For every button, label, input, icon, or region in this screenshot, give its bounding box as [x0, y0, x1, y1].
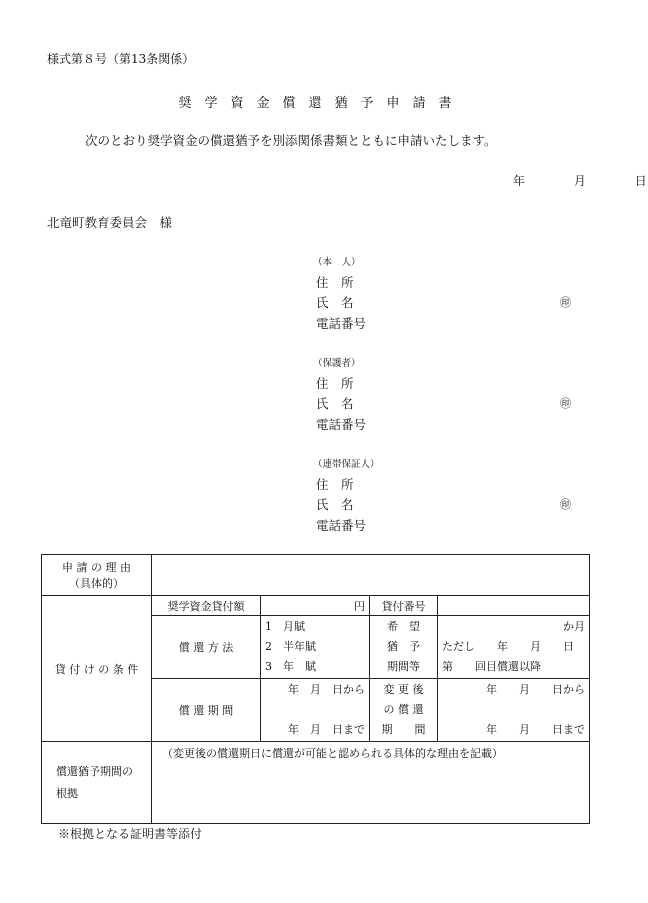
basis-label: 償還猶予期間の — [56, 764, 133, 778]
loan-amount-field[interactable] — [261, 596, 370, 616]
seal-icon: ㊞ — [560, 397, 571, 410]
basis-sublabel: 根拠 — [56, 786, 78, 800]
phone-label: 電話番号 — [316, 417, 367, 432]
desired-label-1: 希 望 — [387, 620, 420, 633]
party-title: （保護者） — [313, 358, 361, 369]
loan-number-field[interactable] — [438, 596, 590, 616]
changed-from: 年 月 日から — [486, 683, 585, 696]
form-number: 様式第８号（第13条関係） — [47, 52, 195, 66]
changed-label-3: 期 間 — [381, 723, 426, 736]
address-label: 住 所 — [316, 275, 354, 290]
changed-to: 年 月 日まで — [486, 723, 585, 736]
document-title: 奨学資金償還猶予申請書 — [178, 96, 465, 111]
name-label: 氏 名 — [316, 396, 354, 411]
repayment-method-label: 償 還 方 法 — [152, 616, 261, 679]
party-title: （本 人） — [313, 257, 361, 268]
changed-period-field[interactable] — [438, 679, 590, 742]
desired-deferral-label — [370, 616, 438, 679]
reason-label-cell — [42, 555, 152, 596]
yen-unit: 円 — [354, 599, 365, 613]
desired-label-2: 猶 予 — [387, 640, 420, 653]
method-option-semiannual: 2 半年賦 — [265, 640, 316, 653]
name-label: 氏 名 — [316, 497, 354, 512]
however-date: ただし 年 月 日 — [442, 640, 574, 653]
period-from: 年 月 日から — [288, 683, 365, 696]
desired-label-3: 期間等 — [387, 660, 420, 673]
basis-field[interactable] — [152, 742, 590, 824]
footnote: ※根拠となる証明書等添付 — [58, 827, 203, 841]
date-year: 年 — [512, 174, 526, 188]
desired-deferral-field[interactable] — [438, 616, 590, 679]
reason-field[interactable] — [152, 555, 590, 596]
from-nth-repayment: 第 回目償還以降 — [442, 660, 541, 673]
method-option-annual: 3 年 賦 — [265, 660, 316, 673]
repayment-period-field[interactable] — [261, 679, 370, 742]
address-label: 住 所 — [316, 376, 354, 391]
date-line — [490, 172, 648, 189]
address-label: 住 所 — [316, 477, 354, 492]
phone-label: 電話番号 — [316, 316, 367, 331]
loan-number-label: 貸付番号 — [370, 596, 438, 616]
seal-icon: ㊞ — [560, 498, 571, 511]
date-month: 月 — [573, 174, 587, 188]
changed-label-1: 変 更 後 — [383, 683, 424, 696]
party-title: （連帯保証人） — [313, 459, 380, 470]
reason-sublabel: （具体的） — [69, 577, 124, 590]
seal-icon: ㊞ — [560, 296, 571, 309]
intro-text: 次のとおり奨学資金の償還猶予を別添関係書類とともに申請いたします。 — [85, 133, 497, 148]
method-option-monthly: 1 月賦 — [265, 620, 305, 633]
period-to: 年 月 日まで — [288, 723, 365, 736]
changed-period-label — [370, 679, 438, 742]
basis-note: （変更後の償還期日に償還が可能と認められる具体的な理由を記載） — [162, 747, 503, 760]
phone-label: 電話番号 — [316, 518, 367, 533]
repayment-period-label: 償 還 期 間 — [152, 679, 261, 742]
application-table — [41, 554, 590, 824]
conditions-label: 貸 付 け の 条 件 — [42, 596, 152, 742]
loan-amount-label: 奨学資金貸付額 — [152, 596, 261, 616]
months-unit: か月 — [563, 620, 585, 633]
changed-label-2: の 償 還 — [383, 703, 424, 716]
basis-label-cell — [42, 742, 152, 824]
date-day: 日 — [634, 174, 648, 188]
repayment-method-options[interactable] — [261, 616, 370, 679]
reason-label: 申 請 の 理 由 — [62, 561, 131, 574]
name-label: 氏 名 — [316, 295, 354, 310]
addressee: 北竜町教育委員会 様 — [47, 215, 173, 230]
